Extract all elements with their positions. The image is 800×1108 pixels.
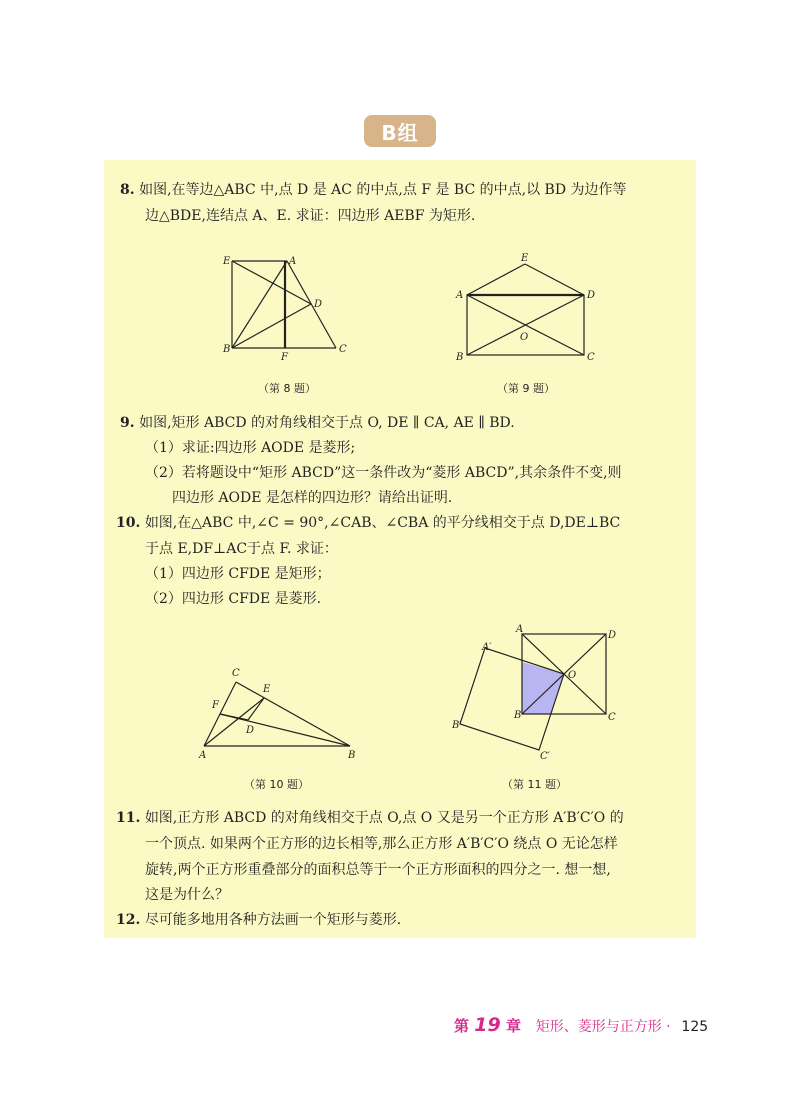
problem-9-number: 9. xyxy=(120,415,135,431)
fig8-label-e: E xyxy=(223,256,231,267)
problem-9-line-3 xyxy=(145,463,622,483)
problem-10-text-4: （2）四边形 CFDE 是菱形. xyxy=(145,591,322,607)
problem-11-line-1 xyxy=(116,808,624,828)
problem-11-line-4 xyxy=(145,885,229,905)
chapter-label xyxy=(454,1014,521,1036)
problem-9-text-4: 四边形 AODE 是怎样的四边形？请给出证明. xyxy=(172,490,453,506)
fig10-label-f: F xyxy=(212,700,219,711)
fig9-label-e: E xyxy=(521,253,529,264)
problem-10-line-4 xyxy=(145,589,321,609)
page-number: 125 xyxy=(681,1019,709,1035)
problem-9-line-4 xyxy=(172,488,452,508)
problem-12-line-1 xyxy=(116,910,401,930)
fig11-label-o: O xyxy=(568,670,577,681)
problem-12-text-1: 尽可能多地用各种方法画一个矩形与菱形. xyxy=(144,912,402,928)
figure-10-caption: （第 10 题） xyxy=(244,778,309,791)
fig10-label-c: C xyxy=(232,668,240,679)
fig10-label-b: B xyxy=(348,750,356,761)
problem-10-text-2: 于点 E,DF⊥AC于点 F. 求证： xyxy=(145,541,338,557)
problem-11-text-1: 如图,正方形 ABCD 的对角线相交于点 O,点 O 又是另一个正方形 A′B′C′O 的 xyxy=(144,810,624,826)
problem-10-text-3: （1）四边形 CFDE 是矩形； xyxy=(145,566,331,582)
problem-9-line-1 xyxy=(120,413,515,433)
fig10-label-a: A xyxy=(199,750,207,761)
fig9-label-a: A xyxy=(456,290,464,301)
chapter-title: 矩形、菱形与正方形 · xyxy=(535,1019,671,1035)
problem-8-line-1 xyxy=(120,180,627,200)
fig9-label-d: D xyxy=(587,290,596,301)
problem-10-line-1 xyxy=(116,513,620,533)
fig8-label-b: B xyxy=(223,344,231,355)
problem-8-line-2 xyxy=(145,206,475,226)
fig11-label-d: D xyxy=(608,630,617,641)
fig11-label-b-prime: B′ xyxy=(452,720,462,731)
fig8-label-c: C xyxy=(339,344,347,355)
problem-11-number: 11. xyxy=(116,810,141,826)
problem-11-line-2 xyxy=(145,834,618,854)
problem-10-text-1: 如图,在△ABC 中,∠C = 90°,∠CAB、∠CBA 的平分线相交于点 D,DE⊥BC xyxy=(144,515,621,531)
fig8-label-f: F xyxy=(281,352,288,363)
fig11-label-a: A xyxy=(516,624,524,635)
problem-10-number: 10. xyxy=(116,515,141,531)
fig11-label-c-prime: C′ xyxy=(540,751,550,762)
fig10-label-e: E xyxy=(263,684,271,695)
chapter-suffix: 章 xyxy=(505,1017,521,1035)
problem-11-text-2: 一个顶点. 如果两个正方形的边长相等,那么正方形 A′B′C′O 绕点 O 无论怎样 xyxy=(145,836,618,852)
fig9-label-o: O xyxy=(520,332,529,343)
figure-11 xyxy=(450,622,625,762)
overlap-region xyxy=(522,662,564,714)
group-badge xyxy=(364,115,436,147)
chapter-prefix: 第 xyxy=(454,1017,470,1035)
problem-10-line-2 xyxy=(145,539,338,559)
problem-8-text-2: 边△BDE,连结点 A、E. 求证：四边形 AEBF 为矩形. xyxy=(145,208,476,224)
chapter-number: 19 xyxy=(474,1014,501,1036)
problem-9-text-1: 如图,矩形 ABCD 的对角线相交于点 O, DE ∥ CA, AE ∥ BD. xyxy=(139,415,515,431)
problem-8-number: 8. xyxy=(120,182,135,198)
fig10-label-d: D xyxy=(246,725,255,736)
fig11-label-c: C xyxy=(608,712,616,723)
fig11-label-b: B xyxy=(514,710,522,721)
figure-8 xyxy=(220,252,350,367)
fig11-label-a-prime: A′ xyxy=(482,642,492,653)
problem-9-line-2 xyxy=(145,438,355,458)
problem-11-text-3: 旋转,两个正方形重叠部分的面积总等于一个正方形面积的四分之一. 想一想, xyxy=(145,862,611,878)
problem-9-text-2: （1）求证:四边形 AODE 是菱形; xyxy=(145,440,356,456)
figure-9 xyxy=(455,250,595,365)
problem-9-text-3: （2）若将题设中“矩形 ABCD”这一条件改为“菱形 ABCD”,其余条件不变,则 xyxy=(145,465,622,481)
figure-8-caption: （第 8 题） xyxy=(258,382,316,395)
fig8-label-a: A xyxy=(289,256,297,267)
figure-11-caption: （第 11 题） xyxy=(502,778,567,791)
problem-8-text-1: 如图,在等边△ABC 中,点 D 是 AC 的中点,点 F 是 BC 的中点,以 BD 为边作等 xyxy=(139,182,627,198)
fig9-label-b: B xyxy=(456,352,464,363)
problem-11-line-3 xyxy=(145,860,611,880)
fig8-label-d: D xyxy=(314,299,323,310)
figure-10 xyxy=(195,665,365,765)
problem-10-line-3 xyxy=(145,564,331,584)
group-label: B组 xyxy=(381,120,419,145)
page-footer xyxy=(454,1014,708,1036)
fig9-label-c: C xyxy=(587,352,595,363)
problem-12-number: 12. xyxy=(116,912,141,928)
figure-9-caption: （第 9 题） xyxy=(497,382,555,395)
problem-11-text-4: 这是为什么？ xyxy=(145,887,229,903)
